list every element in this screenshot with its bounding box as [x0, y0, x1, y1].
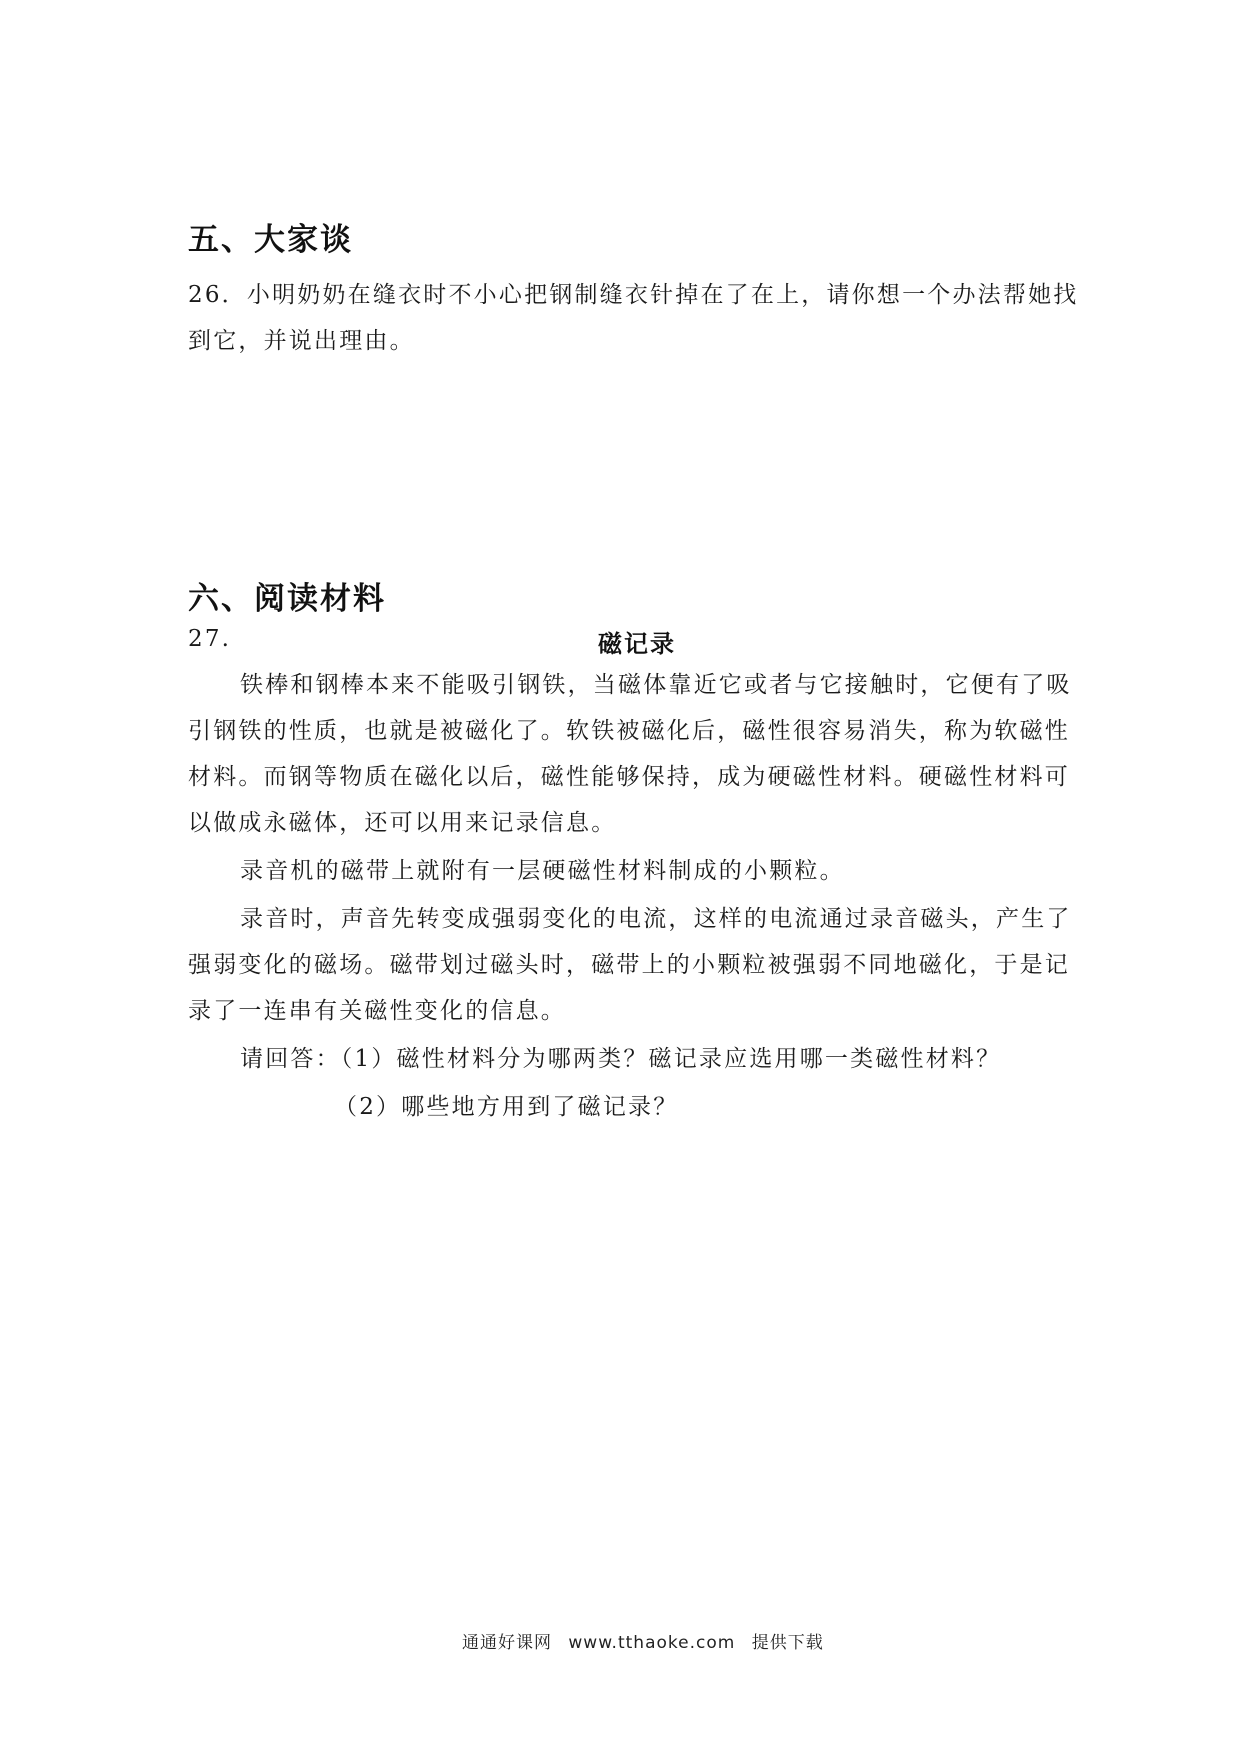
- paragraph-1-line-4: 以做成永磁体，还可以用来记录信息。: [188, 810, 617, 836]
- question-27-part-2: （2）哪些地方用到了磁记录？: [334, 1094, 679, 1120]
- footer-watermark: [462, 1628, 834, 1653]
- section-heading-reading: 六、阅读材料: [188, 581, 386, 617]
- footer-url: www.tthaoke.com: [568, 1633, 736, 1653]
- question-26-line-2: 到它，并说出理由。: [188, 328, 415, 354]
- reading-title: 磁记录: [598, 630, 676, 658]
- paragraph-3-line-1: 录音时，声音先转变成强弱变化的电流，这样的电流通过录音磁头，产生了: [240, 906, 1072, 932]
- paragraph-1-line-3: 材料。而钢等物质在磁化以后，磁性能够保持，成为硬磁性材料。硬磁性材料可: [188, 764, 1070, 790]
- footer-site-name: 通通好课网: [462, 1633, 552, 1653]
- paragraph-2: 录音机的磁带上就附有一层硬磁性材料制成的小颗粒。: [240, 858, 845, 884]
- paragraph-1-line-2: 引钢铁的性质，也就是被磁化了。软铁被磁化后，磁性很容易消失，称为软磁性: [188, 718, 1070, 744]
- question-26-line-1: 26．小明奶奶在缝衣时不小心把钢制缝衣针掉在了在上，请你想一个办法帮她找: [188, 282, 1079, 308]
- section-heading-discussion: 五、大家谈: [188, 222, 353, 258]
- question-27-number: 27.: [188, 626, 232, 652]
- question-27-part-1: 请回答：（1）磁性材料分为哪两类？磁记录应选用哪一类磁性材料？: [240, 1046, 1002, 1072]
- paragraph-3-line-3: 录了一连串有关磁性变化的信息。: [188, 998, 566, 1024]
- footer-suffix: 提供下载: [751, 1633, 824, 1653]
- paragraph-3-line-2: 强弱变化的磁场。磁带划过磁头时，磁带上的小颗粒被强弱不同地磁化，于是记: [188, 952, 1070, 978]
- paragraph-1-line-1: 铁棒和钢棒本来不能吸引钢铁，当磁体靠近它或者与它接触时，它便有了吸: [240, 672, 1072, 698]
